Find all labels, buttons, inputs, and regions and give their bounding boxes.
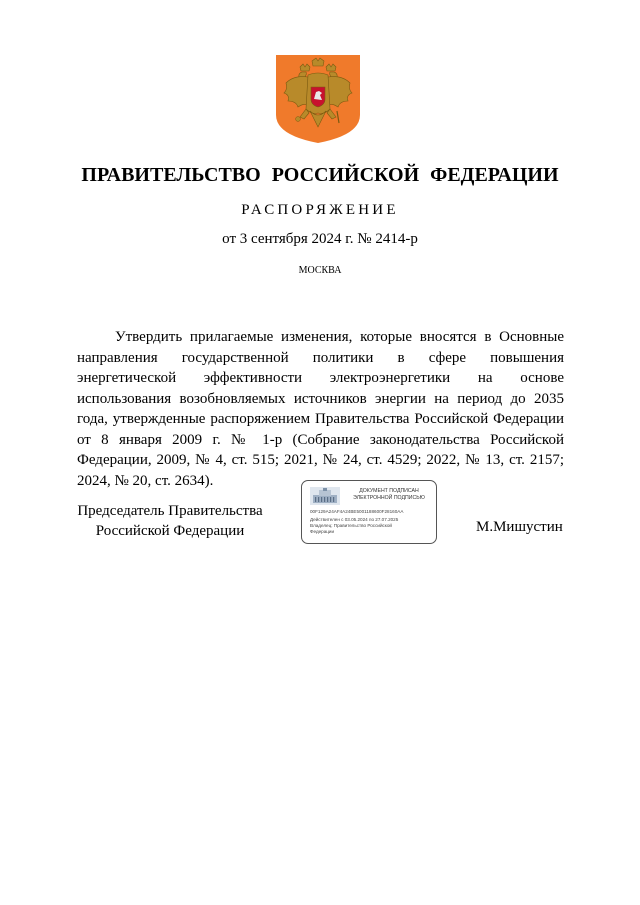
coat-of-arms-emblem [276, 55, 360, 143]
order-paragraph: Утвердить прилагаемые изменения, которые вносятся в Основные направления государственной политики в сфере повышения энергетической эффективности электроэнергетики на основе использования возобновляемых источников энергии на период до 2035 года, утвержденные распоряжением Правительства Российской Федерации от 8 января 2009 г. № 1-р (Собрание законодательства Российской Федерации, 2009, № 4, ст. 515; 2021, № 24, ст. 4529; 2022, № 13, ст. 2157; 2024, № 20, ст. 2634). [77, 329, 564, 489]
stamp-owner-line2: Федерации [310, 529, 335, 534]
stamp-validity: Действителен с 03.05.2024 по 27.07.2025 [310, 517, 399, 522]
stamp-heading-line1: ДОКУМЕНТ ПОДПИСАН [359, 488, 419, 494]
stamp-heading-line2: ЭЛЕКТРОННОЙ ПОДПИСЬЮ [353, 494, 425, 501]
signer-title-line2: Российской Федерации [95, 522, 245, 539]
stamp-serial: 00F129A24AF4A24BE5001188600F28160AA [310, 509, 404, 514]
signer-title [70, 502, 270, 541]
signer-title-line1: Председатель Правительства [77, 503, 263, 519]
government-title: ПРАВИТЕЛЬСТВО РОССИЙСКОЙ ФЕДЕРАЦИИ [81, 164, 559, 186]
government-building-icon [310, 487, 340, 505]
stamp-owner-line1: Владелец: Правительство Российской [310, 523, 392, 528]
document-city: МОСКВА [298, 265, 342, 276]
document-type: РАСПОРЯЖЕНИЕ [241, 202, 399, 218]
document-date-number: от 3 сентября 2024 г. № 2414-р [222, 231, 418, 247]
russian-coat-of-arms-icon [276, 55, 360, 143]
stamp-heading [344, 488, 434, 501]
electronic-signature-stamp [301, 480, 437, 544]
signer-name: М.Мишустин [476, 519, 563, 535]
